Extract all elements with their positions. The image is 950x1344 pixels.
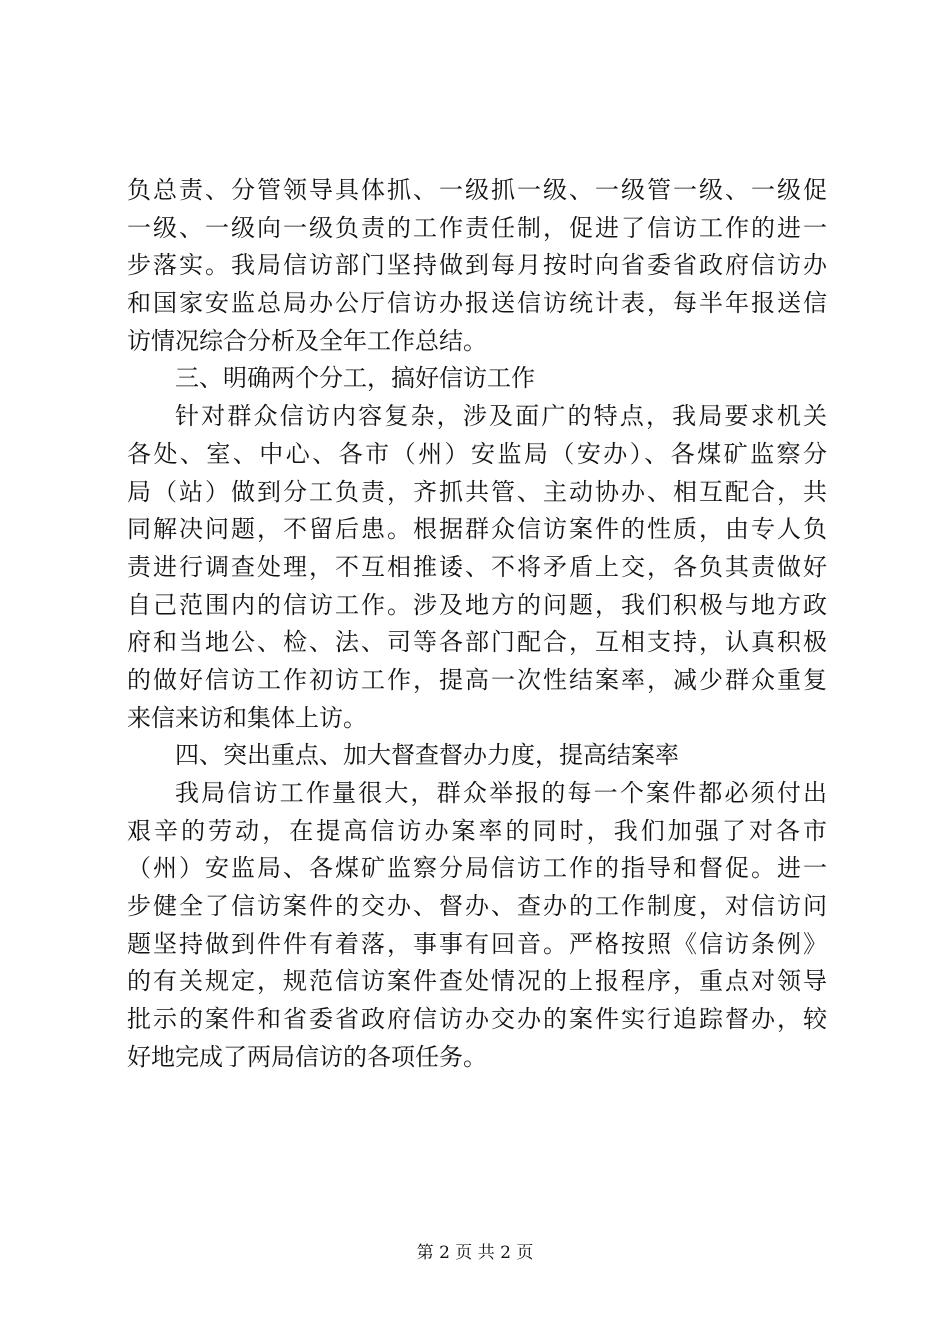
text-line: 和国家安监总局办公厅信访办报送信访统计表，每半年报送信 (127, 289, 827, 318)
text-line: 自己范围内的信访工作。涉及地方的问题，我们积极与地方政 (127, 590, 827, 619)
text-line: （州）安监局、各煤矿监察分局信访工作的指导和督促。进一 (127, 854, 827, 883)
text-line: 步健全了信访案件的交办、督办、查办的工作制度，对信访问 (127, 892, 827, 921)
text-line: 负总责、分管领导具体抓、一级抓一级、一级管一级、一级促 (127, 176, 827, 204)
text-line: 局（站）做到分工负责，齐抓共管、主动协办、相互配合，共 (127, 477, 827, 506)
text-line: 来信来访和集体上访。 (127, 703, 367, 732)
text-line: 题坚持做到件件有着落，事事有回音。严格按照《信访条例》 (127, 929, 827, 958)
text-line: 艰辛的劳动，在提高信访办案率的同时，我们加强了对各市 (127, 816, 827, 845)
text-line: 的有关规定，规范信访案件查处情况的上报程序，重点对领导 (127, 967, 827, 996)
text-line: 府和当地公、检、法、司等各部门配合，互相支持，认真积极 (127, 628, 827, 657)
text-line: 批示的案件和省委省政府信访办交办的案件实行追踪督办，较 (127, 1005, 827, 1034)
text-line: 一级、一级向一级负责的工作责任制，促进了信访工作的进一 (127, 213, 827, 242)
section-heading: 四、突出重点、加大督查督办力度，提高结案率 (175, 741, 679, 770)
section-heading: 三、明确两个分工，搞好信访工作 (175, 364, 535, 393)
text-line: 的做好信访工作初访工作，提高一次性结案率，减少群众重复 (127, 665, 827, 694)
text-line: 责进行调查处理，不互相推诿、不将矛盾上交，各负其责做好 (127, 552, 827, 581)
document-body (127, 172, 827, 1077)
text-line: 我局信访工作量很大，群众举报的每一个案件都必须付出 (175, 779, 827, 807)
text-line: 好地完成了两局信访的各项任务。 (127, 1042, 487, 1071)
text-line: 针对群众信访内容复杂，涉及面广的特点，我局要求机关 (175, 402, 827, 431)
page-footer: 第 2 页 共 2 页 (416, 1243, 534, 1263)
text-line: 步落实。我局信访部门坚持做到每月按时向省委省政府信访办 (127, 251, 827, 280)
text-line: 同解决问题，不留后患。根据群众信访案件的性质，由专人负 (127, 515, 827, 544)
text-line: 访情况综合分析及全年工作总结。 (127, 326, 487, 355)
text-line: 各处、室、中心、各市（州）安监局（安办）、各煤矿监察分 (127, 439, 827, 468)
